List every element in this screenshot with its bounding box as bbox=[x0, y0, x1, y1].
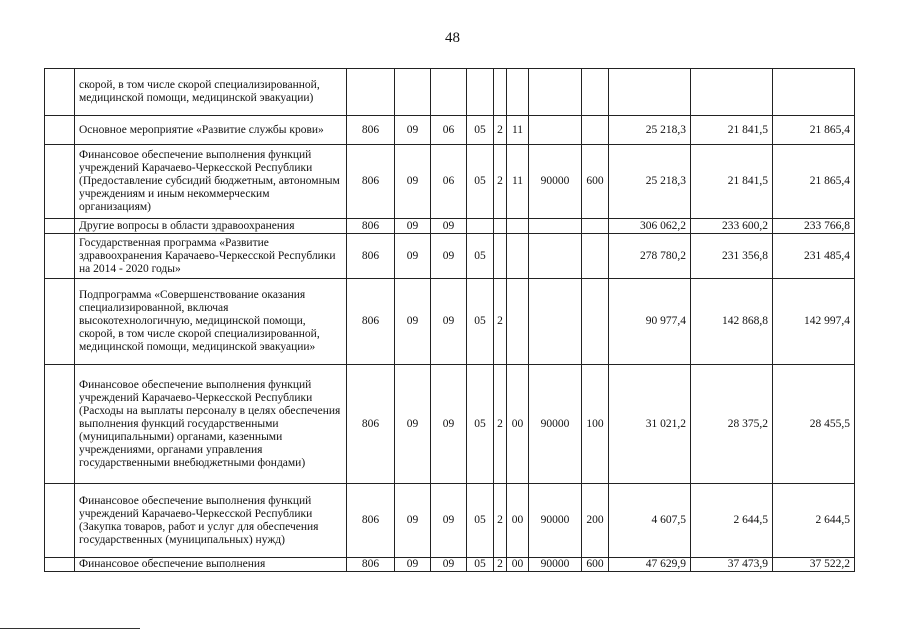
section-cell: 09 bbox=[395, 558, 431, 572]
event-code-cell: 00 bbox=[507, 484, 529, 558]
subprogram-code-cell: 2 bbox=[494, 558, 507, 572]
admin-cell: 806 bbox=[347, 234, 395, 279]
row-index-cell bbox=[45, 116, 75, 145]
section-cell: 09 bbox=[395, 145, 431, 219]
program-code-cell: 05 bbox=[467, 116, 494, 145]
subsection-cell: 09 bbox=[431, 484, 467, 558]
row-index-cell bbox=[45, 234, 75, 279]
subsection-cell: 09 bbox=[431, 219, 467, 234]
section-cell: 09 bbox=[395, 234, 431, 279]
section-cell: 09 bbox=[395, 484, 431, 558]
row-name-cell: Подпрограмма «Совершенствование оказания специализированной, включая высокотехнологичную, медицинской помощи, скорой, в том числе скорой специализированной, медицинской помощи, медицинской эвакуации» bbox=[75, 279, 347, 365]
direction-code-cell bbox=[529, 219, 582, 234]
expense-type-cell: 200 bbox=[582, 484, 609, 558]
subsection-cell: 06 bbox=[431, 116, 467, 145]
direction-code-cell bbox=[529, 279, 582, 365]
row-index-cell bbox=[45, 484, 75, 558]
year2-amount-cell: 28 375,2 bbox=[691, 365, 773, 484]
row-index-cell bbox=[45, 69, 75, 116]
section-cell: 09 bbox=[395, 116, 431, 145]
row-index-cell bbox=[45, 145, 75, 219]
year2-amount-cell: 142 868,8 bbox=[691, 279, 773, 365]
year3-amount-cell bbox=[773, 69, 855, 116]
section-cell: 09 bbox=[395, 219, 431, 234]
table-row bbox=[45, 484, 855, 558]
year2-amount-cell: 37 473,9 bbox=[691, 558, 773, 572]
program-code-cell: 05 bbox=[467, 558, 494, 572]
expense-type-cell: 100 bbox=[582, 365, 609, 484]
admin-cell: 806 bbox=[347, 279, 395, 365]
event-code-cell: 11 bbox=[507, 145, 529, 219]
event-code-cell bbox=[507, 69, 529, 116]
row-index-cell bbox=[45, 279, 75, 365]
table-row bbox=[45, 145, 855, 219]
year3-amount-cell: 28 455,5 bbox=[773, 365, 855, 484]
program-code-cell: 05 bbox=[467, 279, 494, 365]
program-code-cell bbox=[467, 219, 494, 234]
row-name-cell: Финансовое обеспечение выполнения функций учреждений Карачаево-Черкесской Республики (Закупка товаров, работ и услуг для обеспечения государственных (муниципальных) нужд) bbox=[75, 484, 347, 558]
expense-type-cell bbox=[582, 234, 609, 279]
year3-amount-cell: 233 766,8 bbox=[773, 219, 855, 234]
program-code-cell bbox=[467, 69, 494, 116]
year3-amount-cell: 2 644,5 bbox=[773, 484, 855, 558]
section-cell bbox=[395, 69, 431, 116]
year1-amount-cell: 90 977,4 bbox=[609, 279, 691, 365]
subprogram-code-cell: 2 bbox=[494, 279, 507, 365]
event-code-cell bbox=[507, 234, 529, 279]
subsection-cell: 09 bbox=[431, 234, 467, 279]
table-row bbox=[45, 279, 855, 365]
subsection-cell: 09 bbox=[431, 365, 467, 484]
row-name-cell: Основное мероприятие «Развитие службы крови» bbox=[75, 116, 347, 145]
year1-amount-cell: 31 021,2 bbox=[609, 365, 691, 484]
year2-amount-cell: 21 841,5 bbox=[691, 145, 773, 219]
year3-amount-cell: 21 865,4 bbox=[773, 116, 855, 145]
year2-amount-cell bbox=[691, 69, 773, 116]
subsection-cell: 09 bbox=[431, 558, 467, 572]
table-row bbox=[45, 365, 855, 484]
expense-type-cell: 600 bbox=[582, 558, 609, 572]
row-index-cell bbox=[45, 558, 75, 572]
page-number: 48 bbox=[445, 30, 460, 46]
subsection-cell: 06 bbox=[431, 145, 467, 219]
event-code-cell: 00 bbox=[507, 558, 529, 572]
row-name-cell: Финансовое обеспечение выполнения bbox=[75, 558, 347, 572]
direction-code-cell bbox=[529, 234, 582, 279]
subprogram-code-cell: 2 bbox=[494, 484, 507, 558]
year3-amount-cell: 142 997,4 bbox=[773, 279, 855, 365]
table-row bbox=[45, 558, 855, 572]
row-name-cell: Финансовое обеспечение выполнения функций учреждений Карачаево-Черкесской Республики (Предоставление субсидий бюджетным, автономным учреждениям и иным некоммерческим организациям) bbox=[75, 145, 347, 219]
subsection-cell: 09 bbox=[431, 279, 467, 365]
admin-cell: 806 bbox=[347, 558, 395, 572]
year3-amount-cell: 231 485,4 bbox=[773, 234, 855, 279]
admin-cell: 806 bbox=[347, 145, 395, 219]
year2-amount-cell: 2 644,5 bbox=[691, 484, 773, 558]
admin-cell: 806 bbox=[347, 365, 395, 484]
year1-amount-cell: 25 218,3 bbox=[609, 116, 691, 145]
year2-amount-cell: 21 841,5 bbox=[691, 116, 773, 145]
program-code-cell: 05 bbox=[467, 234, 494, 279]
budget-table bbox=[44, 68, 855, 572]
table-row bbox=[45, 69, 855, 116]
row-name-cell: Финансовое обеспечение выполнения функций учреждений Карачаево-Черкесской Республики (Расходы на выплаты персоналу в целях обеспечения выполнения функций государственными (муниципальными) органами, казенными учреждениями, органами управления государственными внебюджетными фондами) bbox=[75, 365, 347, 484]
direction-code-cell: 90000 bbox=[529, 365, 582, 484]
direction-code-cell: 90000 bbox=[529, 145, 582, 219]
row-index-cell bbox=[45, 219, 75, 234]
year1-amount-cell: 25 218,3 bbox=[609, 145, 691, 219]
year2-amount-cell: 233 600,2 bbox=[691, 219, 773, 234]
admin-cell: 806 bbox=[347, 116, 395, 145]
expense-type-cell bbox=[582, 69, 609, 116]
year3-amount-cell: 21 865,4 bbox=[773, 145, 855, 219]
row-index-cell bbox=[45, 365, 75, 484]
section-cell: 09 bbox=[395, 365, 431, 484]
admin-cell: 806 bbox=[347, 219, 395, 234]
year1-amount-cell bbox=[609, 69, 691, 116]
expense-type-cell bbox=[582, 279, 609, 365]
year1-amount-cell: 4 607,5 bbox=[609, 484, 691, 558]
program-code-cell: 05 bbox=[467, 145, 494, 219]
bottom-rule bbox=[0, 628, 140, 629]
subsection-cell bbox=[431, 69, 467, 116]
event-code-cell bbox=[507, 219, 529, 234]
program-code-cell: 05 bbox=[467, 484, 494, 558]
section-cell: 09 bbox=[395, 279, 431, 365]
year1-amount-cell: 47 629,9 bbox=[609, 558, 691, 572]
program-code-cell: 05 bbox=[467, 365, 494, 484]
subprogram-code-cell: 2 bbox=[494, 116, 507, 145]
year2-amount-cell: 231 356,8 bbox=[691, 234, 773, 279]
year3-amount-cell: 37 522,2 bbox=[773, 558, 855, 572]
direction-code-cell: 90000 bbox=[529, 558, 582, 572]
subprogram-code-cell: 2 bbox=[494, 365, 507, 484]
year1-amount-cell: 306 062,2 bbox=[609, 219, 691, 234]
expense-type-cell: 600 bbox=[582, 145, 609, 219]
table-row bbox=[45, 219, 855, 234]
row-name-cell: скорой, в том числе скорой специализированной, медицинской помощи, медицинской эвакуации) bbox=[75, 69, 347, 116]
event-code-cell bbox=[507, 279, 529, 365]
subprogram-code-cell bbox=[494, 69, 507, 116]
subprogram-code-cell bbox=[494, 234, 507, 279]
admin-cell bbox=[347, 69, 395, 116]
subprogram-code-cell: 2 bbox=[494, 145, 507, 219]
row-name-cell: Государственная программа «Развитие здравоохранения Карачаево-Черкесской Республики на 2014 - 2020 годы» bbox=[75, 234, 347, 279]
admin-cell: 806 bbox=[347, 484, 395, 558]
expense-type-cell bbox=[582, 116, 609, 145]
row-name-cell: Другие вопросы в области здравоохранения bbox=[75, 219, 347, 234]
table-row bbox=[45, 234, 855, 279]
event-code-cell: 11 bbox=[507, 116, 529, 145]
subprogram-code-cell bbox=[494, 219, 507, 234]
direction-code-cell bbox=[529, 116, 582, 145]
direction-code-cell: 90000 bbox=[529, 484, 582, 558]
table-row bbox=[45, 116, 855, 145]
event-code-cell: 00 bbox=[507, 365, 529, 484]
direction-code-cell bbox=[529, 69, 582, 116]
expense-type-cell bbox=[582, 219, 609, 234]
year1-amount-cell: 278 780,2 bbox=[609, 234, 691, 279]
